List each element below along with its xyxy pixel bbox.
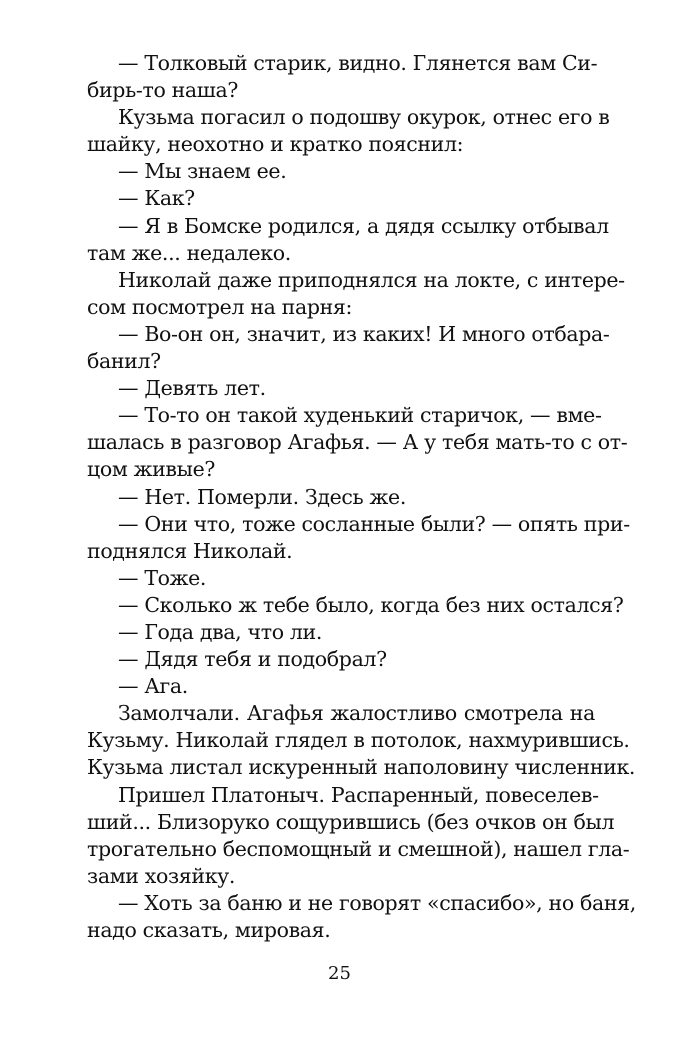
text-line: — Как?	[118, 186, 195, 211]
text-line: шалась в разговор Агафья. — А у тебя мать-то с от-	[87, 430, 628, 455]
text-line: — Ага.	[118, 674, 188, 699]
text-line: Николай даже приподнялся на локте, с интере-	[118, 267, 625, 292]
text-line: бирь-то наша?	[87, 78, 239, 103]
text-line: Кузьму. Николай глядел в потолок, нахмурившись.	[87, 728, 630, 753]
text-line: надо сказать, мировая.	[87, 918, 331, 942]
text-line: — Нет. Померли. Здесь же.	[118, 484, 406, 509]
text-line: — Хоть за баню и не говорят «спасибо», но баня,	[118, 890, 636, 915]
text-line: — Толковый старик, видно. Глянется вам Си-	[118, 51, 598, 75]
text-line: — Года два, что ли.	[118, 619, 323, 644]
text-line: трогательно беспомощный и смешной), нашел гла-	[87, 836, 630, 861]
text-line: цом живые?	[87, 457, 215, 482]
body-text	[87, 50, 636, 944]
text-line: ший... Близоруко сощурившись (без очков он был	[87, 809, 615, 834]
text-line: — Они что, тоже сосланные были? — опять при-	[118, 511, 630, 536]
text-line: банил?	[87, 349, 161, 374]
text-line: сом посмотрел на парня:	[87, 294, 353, 319]
text-line: поднялся Николай.	[87, 538, 293, 563]
text-line: — Сколько ж тебе было, когда без них остался?	[118, 592, 624, 617]
text-line: — Дядя тебя и подобрал?	[118, 647, 387, 672]
page-number: 25	[328, 963, 351, 984]
text-line: — Тоже.	[118, 565, 207, 590]
text-line: зами хозяйку.	[87, 863, 236, 888]
text-line: — Я в Бомске родился, а дядя ссылку отбывал	[118, 213, 609, 238]
text-line: Пришел Платоныч. Распаренный, повеселев-	[118, 782, 599, 807]
text-line: Кузьма погасил о подошву окурок, отнес его в	[118, 105, 610, 130]
text-line: там же... недалеко.	[87, 240, 291, 265]
text-line: — То-то он такой худенький старичок, — вме-	[118, 403, 602, 428]
text-line: — Девять лет.	[118, 376, 266, 401]
text-line: — Мы знаем ее.	[118, 159, 287, 184]
text-line: шайку, неохотно и кратко пояснил:	[87, 132, 464, 157]
text-line: Замолчали. Агафья жалостливо смотрела на	[118, 701, 595, 726]
text-line: — Во-он он, значит, из каких! И много отбара-	[118, 321, 610, 346]
text-line: Кузьма листал искуренный наполовину численник.	[87, 755, 636, 780]
